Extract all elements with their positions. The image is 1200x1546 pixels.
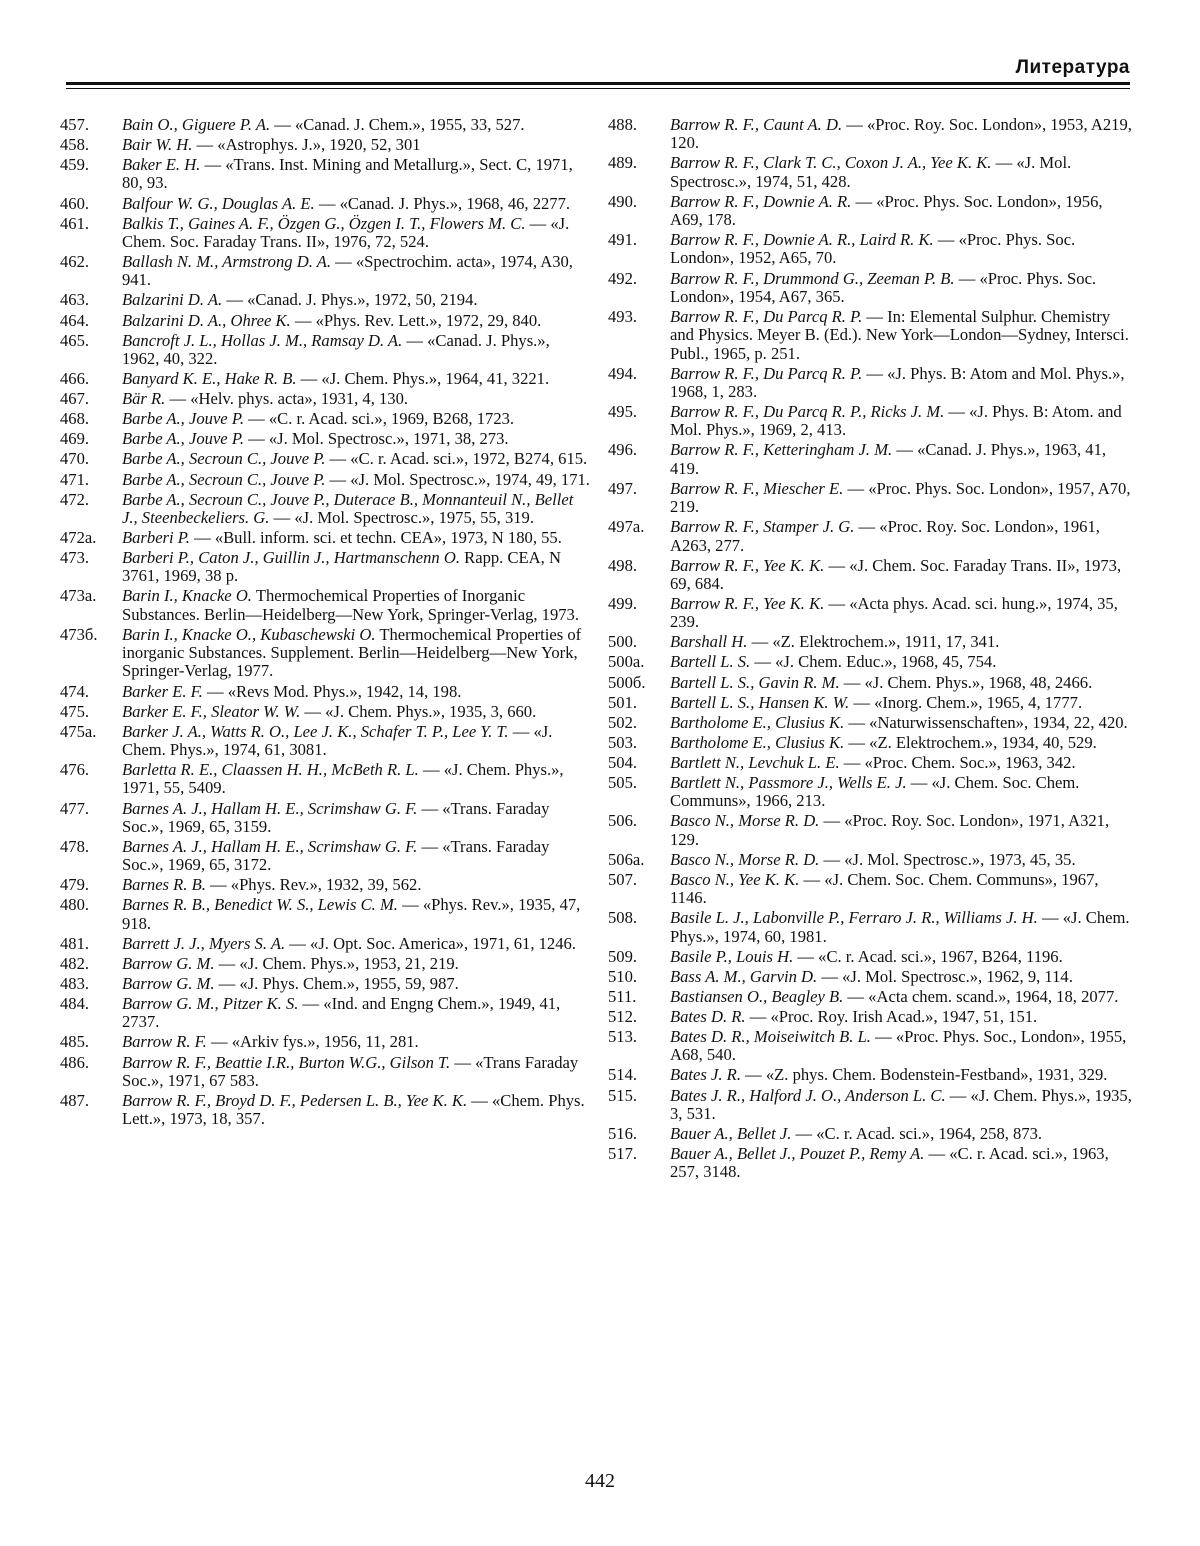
reference-entry bbox=[608, 231, 1135, 268]
reference-authors: Barrow R. F. bbox=[122, 1032, 207, 1052]
reference-citation: — «C. r. Acad. sci.», 1963, 257, 3148. bbox=[670, 1144, 1109, 1182]
reference-citation: — «J. Chem. Soc. Chem. Communs», 1967, 1146. bbox=[670, 869, 1099, 908]
reference-entry bbox=[60, 975, 590, 993]
reference-citation: — «J. Chem. Soc. Chem. Communs», 1966, 213. bbox=[670, 773, 1080, 811]
reference-entry bbox=[608, 774, 1135, 811]
reference-entry bbox=[60, 1092, 590, 1129]
reference-citation: — «J. Chem. Educ.», 1968, 45, 754. bbox=[750, 652, 997, 672]
reference-authors: Bauer A., Bellet J. bbox=[670, 1123, 792, 1143]
reference-citation: — «Z. phys. Chem. Bodenstein-Festband», 1931, 329. bbox=[740, 1065, 1108, 1085]
reference-entry bbox=[60, 410, 590, 428]
reference-entry bbox=[60, 156, 590, 193]
reference-citation: — «Astrophys. J.», 1920, 52, 301 bbox=[192, 135, 421, 155]
reference-entry bbox=[608, 308, 1135, 363]
reference-citation: — «J. Chem. Soc. Faraday Trans. II», 1976, 72, 524. bbox=[122, 213, 570, 251]
reference-number: 505. bbox=[608, 773, 638, 793]
reference-number: 499. bbox=[608, 593, 638, 613]
reference-entry bbox=[608, 154, 1135, 191]
reference-number: 469. bbox=[60, 429, 90, 449]
reference-number: 501. bbox=[608, 692, 638, 712]
reference-entry bbox=[608, 653, 1135, 671]
reference-entry bbox=[608, 518, 1135, 555]
reference-number: 466. bbox=[60, 369, 90, 389]
reference-authors: Basco N., Morse R. D. bbox=[670, 811, 820, 831]
reference-number: 473a. bbox=[60, 586, 97, 606]
reference-entry bbox=[608, 694, 1135, 712]
reference-number: 458. bbox=[60, 135, 90, 155]
reference-number: 500б. bbox=[608, 672, 646, 692]
reference-number: 503. bbox=[608, 732, 638, 752]
reference-entry bbox=[608, 714, 1135, 732]
reference-citation: — «C. r. Acad. sci.», 1967, B264, 1196. bbox=[793, 946, 1063, 966]
reference-entry bbox=[60, 587, 590, 624]
reference-citation: — «J. Chem. Soc. Faraday Trans. II», 1973, 69, 684. bbox=[670, 555, 1122, 593]
reference-citation: — «Proc. Phys. Soc. London», 1952, A65, 70. bbox=[670, 230, 1076, 268]
reference-citation: — «Naturwissenschaften», 1934, 22, 420. bbox=[844, 712, 1128, 732]
reference-entry bbox=[608, 871, 1135, 908]
reference-entry bbox=[60, 761, 590, 798]
reference-citation: — «J. Chem. Phys.», 1935, 3, 531. bbox=[670, 1085, 1132, 1123]
reference-citation: — «J. Chem. Phys.», 1964, 41, 3221. bbox=[296, 369, 550, 389]
reference-number: 488. bbox=[608, 115, 638, 134]
reference-citation: — «Proc. Roy. Irish Acad.», 1947, 51, 151. bbox=[745, 1006, 1038, 1026]
header-rule-thin bbox=[66, 88, 1130, 89]
reference-authors: Barrow R. F., Downie A. R. bbox=[670, 191, 852, 211]
reference-citation: — «Phys. Rev. Lett.», 1972, 29, 840. bbox=[290, 310, 542, 330]
reference-authors: Balzarini D. A. bbox=[122, 290, 223, 310]
reference-entry bbox=[608, 1066, 1135, 1084]
reference-number: 487. bbox=[60, 1090, 90, 1110]
reference-authors: Barrow R. F., Ketteringham J. M. bbox=[670, 440, 893, 460]
reference-number: 508. bbox=[608, 908, 638, 928]
reference-number: 457. bbox=[60, 115, 90, 134]
reference-entry bbox=[608, 441, 1135, 478]
reference-citation: — «Trans. Faraday Soc.», 1969, 65, 3172. bbox=[122, 836, 550, 875]
reference-citation: — «Canad. J. Phys.», 1963, 41, 419. bbox=[670, 440, 1107, 478]
reference-number: 480. bbox=[60, 895, 90, 915]
reference-entry bbox=[608, 403, 1135, 440]
reference-citation: — «J. Phys. Chem.», 1955, 59, 987. bbox=[214, 973, 459, 993]
reference-citation: — «Z. Elektrochem.», 1934, 40, 529. bbox=[844, 732, 1097, 752]
reference-authors: Bartlett N., Passmore J., Wells E. J. bbox=[670, 773, 907, 793]
running-header: Литература bbox=[1015, 57, 1130, 78]
reference-authors: Bartholome E., Clusius K. bbox=[670, 732, 845, 752]
reference-number: 515. bbox=[608, 1085, 638, 1105]
reference-number: 492. bbox=[608, 268, 638, 288]
reference-entry bbox=[608, 734, 1135, 752]
reference-entry bbox=[60, 683, 590, 701]
reference-number: 517. bbox=[608, 1144, 638, 1164]
reference-authors: Bastiansen O., Beagley B. bbox=[670, 986, 844, 1006]
reference-entry bbox=[608, 1008, 1135, 1026]
reference-authors: Barnes A. J., Hallam H. E., Scrimshaw G. F. bbox=[122, 836, 418, 856]
reference-citation: — «Proc. Phys. Soc. London», 1954, A67, 365. bbox=[670, 268, 1097, 306]
reference-entry bbox=[608, 948, 1135, 966]
reference-authors: Barrow G. M. bbox=[122, 973, 215, 993]
reference-citation: — «Chem. Phys. Lett.», 1973, 18, 357. bbox=[122, 1090, 585, 1129]
reference-citation: — «Trans. Inst. Mining and Metallurg.», Sect. C, 1971, 80, 93. bbox=[122, 155, 573, 193]
reference-citation: — In: Elemental Sulphur. Chemistry and Physics. Meyer B. (Ed.). New York—London—Sydney, Intersci. Publ., 1965, p. 251. bbox=[670, 306, 1129, 363]
reference-entry bbox=[608, 1028, 1135, 1065]
reference-citation: — «C. r. Acad. sci.», 1972, B274, 615. bbox=[325, 449, 588, 469]
right-reference-column bbox=[608, 116, 1135, 1183]
reference-number: 478. bbox=[60, 836, 90, 856]
reference-citation: — «J. Mol. Spectrosc.», 1973, 45, 35. bbox=[819, 849, 1076, 869]
reference-authors: Baker E. H. bbox=[122, 155, 201, 175]
reference-authors: Banyard K. E., Hake R. B. bbox=[122, 369, 297, 389]
reference-citation: — «Trans Faraday Soc.», 1971, 67 583. bbox=[122, 1052, 579, 1090]
header-rule-thick bbox=[66, 82, 1130, 85]
reference-number: 485. bbox=[60, 1032, 90, 1052]
reference-entry bbox=[60, 995, 590, 1032]
reference-citation: — «J. Chem. Phys.», 1953, 21, 219. bbox=[214, 953, 459, 973]
reference-authors: Barbe A., Secroun C., Jouve P. bbox=[122, 449, 326, 469]
reference-authors: Barnes R. B. bbox=[122, 875, 206, 895]
reference-authors: Barrow R. F., Stamper J. G. bbox=[670, 517, 855, 537]
reference-entry bbox=[60, 955, 590, 973]
reference-number: 516. bbox=[608, 1123, 638, 1143]
reference-authors: Barker E. F., Sleator W. W. bbox=[122, 701, 301, 721]
reference-number: 495. bbox=[608, 402, 638, 422]
reference-citation: — «J. Mol. Spectrosc.», 1974, 49, 171. bbox=[325, 469, 590, 489]
reference-authors: Barrow R. F., Caunt A. D. bbox=[670, 115, 843, 134]
reference-entry bbox=[608, 1087, 1135, 1124]
reference-number: 477. bbox=[60, 798, 90, 818]
reference-authors: Balfour W. G., Douglas A. E. bbox=[122, 193, 315, 213]
reference-number: 512. bbox=[608, 1006, 638, 1026]
reference-entry bbox=[608, 633, 1135, 651]
reference-number: 467. bbox=[60, 389, 90, 409]
reference-entry bbox=[60, 471, 590, 489]
reference-number: 474. bbox=[60, 681, 90, 701]
reference-citation: — «C. r. Acad. sci.», 1964, 258, 873. bbox=[791, 1123, 1043, 1143]
reference-number: 464. bbox=[60, 310, 90, 330]
reference-entry bbox=[60, 800, 590, 837]
reference-authors: Barnes A. J., Hallam H. E., Scrimshaw G. F. bbox=[122, 798, 418, 818]
reference-entry bbox=[60, 116, 590, 134]
reference-number: 500a. bbox=[608, 652, 645, 672]
reference-citation: — «Proc. Chem. Soc.», 1963, 342. bbox=[839, 752, 1076, 772]
reference-authors: Bain O., Giguere P. A. bbox=[122, 115, 271, 134]
reference-number: 496. bbox=[608, 440, 638, 460]
reference-authors: Balkis T., Gaines A. F., Özgen G., Özgen I. T., Flowers M. C. bbox=[122, 213, 526, 233]
reference-entry bbox=[608, 909, 1135, 946]
reference-citation: — «Bull. inform. sci. et techn. CEA», 1973, N 180, 55. bbox=[189, 527, 562, 547]
reference-number: 489. bbox=[608, 153, 638, 173]
reference-entry bbox=[608, 754, 1135, 772]
reference-entry bbox=[60, 491, 590, 528]
reference-number: 473. bbox=[60, 548, 90, 568]
reference-number: 507. bbox=[608, 869, 638, 889]
reference-citation: — «Acta phys. Acad. sci. hung.», 1974, 35, 239. bbox=[670, 593, 1118, 632]
reference-citation: — «Proc. Phys. Soc. London», 1957, A70, 219. bbox=[670, 478, 1131, 517]
reference-number: 506. bbox=[608, 811, 638, 831]
reference-authors: Barker J. A., Watts R. O., Lee J. K., Schafer T. P., Lee Y. T. bbox=[122, 721, 509, 741]
reference-authors: Bates D. R. bbox=[670, 1006, 746, 1026]
reference-authors: Bass A. M., Garvin D. bbox=[670, 966, 818, 986]
left-reference-column bbox=[60, 116, 590, 1130]
reference-entry bbox=[60, 529, 590, 547]
reference-entry bbox=[60, 703, 590, 721]
reference-entry bbox=[60, 215, 590, 252]
reference-authors: Bauer A., Bellet J., Pouzet P., Remy A. bbox=[670, 1144, 925, 1164]
reference-number: 497. bbox=[608, 478, 638, 498]
reference-authors: Bancroft J. L., Hollas J. M., Ramsay D. A. bbox=[122, 330, 403, 350]
reference-entry bbox=[60, 390, 590, 408]
reference-citation: — «Trans. Faraday Soc.», 1969, 65, 3159. bbox=[122, 798, 550, 836]
reference-authors: Bates J. R., Halford J. O., Anderson L. C. bbox=[670, 1085, 946, 1105]
reference-authors: Barbe A., Secroun C., Jouve P. bbox=[122, 469, 326, 489]
reference-citation: — «J. Mol. Spectrosc.», 1974, 51, 428. bbox=[670, 153, 1072, 191]
reference-citation: Thermochemical Properties of Inorganic Substances. Berlin—Heidelberg—New York, Springer-Verlag, 1973. bbox=[122, 586, 579, 624]
reference-citation: — «J. Chem. Phys.», 1974, 61, 3081. bbox=[122, 721, 553, 760]
reference-entry bbox=[608, 674, 1135, 692]
reference-authors: Barrow R. F., Yee K. K. bbox=[670, 555, 825, 575]
reference-number: 509. bbox=[608, 946, 638, 966]
reference-entry bbox=[60, 195, 590, 213]
reference-authors: Bartell L. S., Gavin R. M. bbox=[670, 672, 840, 692]
reference-authors: Bär R. bbox=[122, 389, 166, 409]
reference-authors: Bartell L. S. bbox=[670, 652, 751, 672]
reference-number: 497a. bbox=[608, 517, 645, 537]
reference-authors: Barrow R. F., Broyd D. F., Pedersen L. B., Yee K. K. bbox=[122, 1090, 468, 1110]
reference-entry bbox=[608, 595, 1135, 632]
reference-authors: Basile P., Louis H. bbox=[670, 946, 794, 966]
reference-citation: — «Proc. Roy. Soc. London», 1953, A219, 120. bbox=[670, 115, 1132, 153]
reference-entry bbox=[60, 430, 590, 448]
reference-authors: Bair W. H. bbox=[122, 135, 193, 155]
reference-entry bbox=[608, 365, 1135, 402]
reference-authors: Barker E. F. bbox=[122, 681, 203, 701]
reference-citation: — «J. Chem. Phys.», 1968, 48, 2466. bbox=[839, 672, 1093, 692]
reference-authors: Bates J. R. bbox=[670, 1065, 741, 1085]
reference-number: 500. bbox=[608, 632, 638, 652]
reference-number: 490. bbox=[608, 191, 638, 211]
reference-citation: — «Phys. Rev.», 1932, 39, 562. bbox=[205, 875, 422, 895]
reference-entry bbox=[60, 935, 590, 953]
reference-authors: Barberi P. bbox=[122, 527, 190, 547]
reference-citation: — «J. Mol. Spectrosc.», 1975, 55, 319. bbox=[269, 507, 535, 527]
reference-citation: — «Canad. J. Phys.», 1972, 50, 2194. bbox=[222, 290, 478, 310]
reference-authors: Bartell L. S., Hansen K. W. bbox=[670, 692, 850, 712]
reference-number: 483. bbox=[60, 973, 90, 993]
reference-authors: Barletta R. E., Claassen H. H., McBeth R. L. bbox=[122, 760, 419, 780]
reference-authors: Barin I., Knacke O. bbox=[122, 586, 252, 606]
reference-citation: — «Canad. J. Chem.», 1955, 33, 527. bbox=[270, 115, 525, 134]
reference-citation: — «J. Mol. Spectrosc.», 1971, 38, 273. bbox=[243, 429, 509, 449]
reference-entry bbox=[608, 1145, 1135, 1182]
reference-entry bbox=[60, 723, 590, 760]
reference-citation: — «Helv. phys. acta», 1931, 4, 130. bbox=[165, 389, 409, 409]
page-number: 442 bbox=[585, 1470, 615, 1492]
reference-citation: — «J. Phys. B: Atom. and Mol. Phys.», 1969, 2, 413. bbox=[670, 402, 1122, 440]
reference-citation: — «C. r. Acad. sci.», 1969, B268, 1723. bbox=[243, 409, 515, 429]
reference-entry bbox=[60, 291, 590, 309]
reference-citation: — «Canad. J. Phys.», 1962, 40, 322. bbox=[122, 330, 550, 368]
reference-authors: Barrow R. F., Du Parcq R. P. bbox=[670, 306, 863, 326]
reference-entry bbox=[60, 876, 590, 894]
reference-citation: — «Z. Elektrochem.», 1911, 17, 341. bbox=[747, 632, 1000, 652]
reference-number: 460. bbox=[60, 193, 90, 213]
reference-authors: Balzarini D. A., Ohree K. bbox=[122, 310, 291, 330]
reference-entry bbox=[608, 480, 1135, 517]
reference-citation: Rapp. CEA, N 3761, 1969, 38 p. bbox=[122, 548, 561, 586]
reference-entry bbox=[60, 312, 590, 330]
reference-number: 462. bbox=[60, 252, 90, 272]
reference-authors: Barrow R. F., Miescher E. bbox=[670, 478, 844, 498]
reference-authors: Bates D. R., Moiseiwitch B. L. bbox=[670, 1027, 871, 1047]
reference-entry bbox=[608, 851, 1135, 869]
reference-entry bbox=[60, 896, 590, 933]
reference-authors: Barrow R. F., Clark T. C., Coxon J. A., Yee K. K. bbox=[670, 153, 992, 173]
reference-authors: Barbe A., Jouve P. bbox=[122, 429, 244, 449]
reference-authors: Bartholome E., Clusius K. bbox=[670, 712, 845, 732]
reference-citation: — «J. Chem. Phys.», 1971, 55, 5409. bbox=[122, 760, 564, 798]
reference-authors: Barrow R. F., Du Parcq R. P., Ricks J. M. bbox=[670, 402, 945, 422]
reference-number: 470. bbox=[60, 449, 90, 469]
reference-number: 463. bbox=[60, 290, 90, 310]
reference-entry bbox=[60, 332, 590, 369]
reference-citation: — «Inorg. Chem.», 1965, 4, 1777. bbox=[849, 692, 1083, 712]
reference-number: 484. bbox=[60, 994, 90, 1014]
reference-citation: — «Proc. Phys. Soc., London», 1955, A68, 540. bbox=[670, 1027, 1127, 1065]
reference-number: 482. bbox=[60, 953, 90, 973]
reference-authors: Barin I., Knacke O., Kubaschewski O. bbox=[122, 624, 376, 644]
reference-number: 511. bbox=[608, 986, 637, 1006]
reference-authors: Barshall H. bbox=[670, 632, 748, 652]
reference-number: 479. bbox=[60, 875, 90, 895]
reference-authors: Barrow G. M. bbox=[122, 953, 215, 973]
reference-citation: — «J. Opt. Soc. America», 1971, 61, 1246. bbox=[285, 933, 576, 953]
reference-authors: Barrow R. F., Drummond G., Zeeman P. B. bbox=[670, 268, 955, 288]
reference-entry bbox=[608, 812, 1135, 849]
reference-entry bbox=[608, 270, 1135, 307]
reference-citation: — «J. Phys. B: Atom and Mol. Phys.», 1968, 1, 283. bbox=[670, 363, 1125, 401]
reference-number: 498. bbox=[608, 555, 638, 575]
reference-authors: Barbe A., Secroun C., Jouve P., Duterace B., Monnanteuil N., Bellet J., Steenbeckeliers. G. bbox=[122, 489, 574, 527]
reference-number: 493. bbox=[608, 306, 638, 326]
reference-citation: — «Proc. Roy. Soc. London», 1961, A263, 277. bbox=[670, 517, 1100, 555]
reference-authors: Basile L. J., Labonville P., Ferraro J. R., Williams J. H. bbox=[670, 908, 1038, 928]
reference-citation: — «Proc. Phys. Soc. London», 1956, A69, 178. bbox=[670, 191, 1103, 230]
reference-entry bbox=[60, 450, 590, 468]
reference-authors: Barrow G. M., Pitzer K. S. bbox=[122, 994, 299, 1014]
reference-citation: — «Ind. and Engng Chem.», 1949, 41, 2737. bbox=[122, 994, 561, 1032]
reference-citation: — «J. Mol. Spectrosc.», 1962, 9, 114. bbox=[817, 966, 1073, 986]
reference-citation: — «Canad. J. Phys.», 1968, 46, 2277. bbox=[314, 193, 571, 213]
reference-entry bbox=[608, 557, 1135, 594]
reference-entry bbox=[60, 626, 590, 681]
reference-number: 473б. bbox=[60, 624, 98, 644]
reference-authors: Barbe A., Jouve P. bbox=[122, 409, 244, 429]
reference-entry bbox=[608, 1125, 1135, 1143]
reference-entry bbox=[608, 116, 1135, 153]
reference-number: 481. bbox=[60, 933, 90, 953]
reference-authors: Barrow R. F., Downie A. R., Laird R. K. bbox=[670, 230, 934, 250]
reference-number: 494. bbox=[608, 363, 638, 383]
reference-number: 461. bbox=[60, 213, 90, 233]
reference-citation: — «Proc. Roy. Soc. London», 1971, A321, 129. bbox=[670, 811, 1110, 849]
reference-number: 506a. bbox=[608, 849, 645, 869]
reference-number: 468. bbox=[60, 409, 90, 429]
reference-number: 465. bbox=[60, 330, 90, 350]
reference-authors: Basco N., Yee K. K. bbox=[670, 869, 800, 889]
reference-number: 472a. bbox=[60, 527, 97, 547]
reference-entry bbox=[60, 253, 590, 290]
reference-entry bbox=[608, 968, 1135, 986]
reference-number: 475. bbox=[60, 701, 90, 721]
reference-authors: Bartlett N., Levchuk L. E. bbox=[670, 752, 840, 772]
reference-entry bbox=[60, 1033, 590, 1051]
reference-entry bbox=[60, 136, 590, 154]
reference-number: 513. bbox=[608, 1027, 638, 1047]
reference-citation: — «Arkiv fys.», 1956, 11, 281. bbox=[206, 1032, 419, 1052]
reference-authors: Barrow R. F., Yee K. K. bbox=[670, 593, 825, 613]
reference-citation: — «Revs Mod. Phys.», 1942, 14, 198. bbox=[202, 681, 462, 701]
reference-number: 475a. bbox=[60, 721, 97, 741]
reference-citation: — «Spectrochim. acta», 1974, A30, 941. bbox=[122, 252, 573, 290]
reference-citation: Thermochemical Properties of inorganic Substances. Supplement. Berlin—Heidelberg—New York, Springer-Verlag, 1977. bbox=[122, 624, 582, 681]
reference-number: 476. bbox=[60, 760, 90, 780]
reference-number: 502. bbox=[608, 712, 638, 732]
reference-number: 504. bbox=[608, 752, 638, 772]
reference-authors: Barberi P., Caton J., Guillin J., Hartmanschenn O. bbox=[122, 548, 460, 568]
reference-number: 486. bbox=[60, 1052, 90, 1072]
reference-entry bbox=[60, 549, 590, 586]
reference-authors: Barrett J. J., Myers S. A. bbox=[122, 933, 286, 953]
reference-citation: — «J. Chem. Phys.», 1935, 3, 660. bbox=[300, 701, 537, 721]
reference-number: 510. bbox=[608, 966, 638, 986]
reference-authors: Barrow R. F., Beattie I.R., Burton W.G., Gilson T. bbox=[122, 1052, 451, 1072]
reference-citation: — «J. Chem. Phys.», 1974, 60, 1981. bbox=[670, 908, 1130, 946]
reference-entry bbox=[608, 193, 1135, 230]
reference-citation: — «Phys. Rev.», 1935, 47, 918. bbox=[122, 895, 581, 933]
reference-authors: Basco N., Morse R. D. bbox=[670, 849, 820, 869]
reference-number: 459. bbox=[60, 155, 90, 175]
reference-entry bbox=[60, 1054, 590, 1091]
reference-entry bbox=[60, 838, 590, 875]
reference-number: 471. bbox=[60, 469, 90, 489]
reference-citation: — «Acta chem. scand.», 1964, 18, 2077. bbox=[843, 986, 1119, 1006]
reference-number: 514. bbox=[608, 1065, 638, 1085]
reference-authors: Barrow R. F., Du Parcq R. P. bbox=[670, 363, 863, 383]
reference-authors: Barnes R. B., Benedict W. S., Lewis C. M. bbox=[122, 895, 398, 915]
reference-authors: Ballash N. M., Armstrong D. A. bbox=[122, 252, 331, 272]
reference-entry bbox=[60, 370, 590, 388]
reference-entry bbox=[608, 988, 1135, 1006]
reference-number: 491. bbox=[608, 230, 638, 250]
reference-number: 472. bbox=[60, 489, 90, 509]
